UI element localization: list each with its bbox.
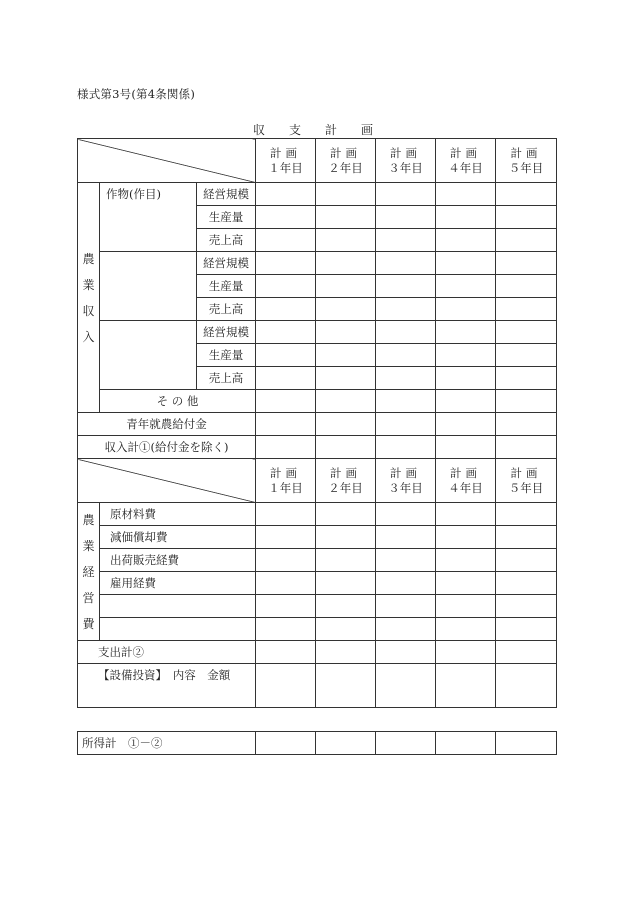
production-label: 生産量: [197, 206, 256, 229]
sales-label: 売上高: [197, 367, 256, 390]
year-header-2: 計画 ２年目: [316, 139, 376, 183]
value-cell[interactable]: [496, 229, 557, 252]
value-cell[interactable]: [256, 321, 316, 344]
form-number: 様式第3号(第4条関係): [77, 87, 196, 101]
value-cell[interactable]: [436, 298, 496, 321]
value-cell[interactable]: [376, 595, 436, 618]
value-cell[interactable]: [256, 344, 316, 367]
value-cell[interactable]: [316, 526, 376, 549]
value-cell[interactable]: [436, 436, 496, 459]
value-cell[interactable]: [316, 298, 376, 321]
value-cell[interactable]: [316, 367, 376, 390]
value-cell[interactable]: [376, 503, 436, 526]
value-cell[interactable]: [496, 664, 557, 708]
value-cell[interactable]: [496, 549, 557, 572]
value-cell[interactable]: [496, 321, 557, 344]
title-char: 計: [324, 123, 337, 137]
value-cell[interactable]: [316, 183, 376, 206]
value-cell[interactable]: [316, 595, 376, 618]
value-cell[interactable]: [436, 641, 496, 664]
production-label: 生産量: [197, 344, 256, 367]
subsidy-label: 青年就農給付金: [78, 413, 256, 436]
value-cell[interactable]: [316, 436, 376, 459]
value-cell[interactable]: [436, 549, 496, 572]
value-cell[interactable]: [256, 526, 316, 549]
production-label: 生産量: [197, 275, 256, 298]
employment-label: 雇用経費: [100, 572, 256, 595]
value-cell[interactable]: [496, 618, 557, 641]
value-cell[interactable]: [256, 572, 316, 595]
value-cell[interactable]: [436, 572, 496, 595]
value-cell[interactable]: [256, 298, 316, 321]
net-income-label: 所得計 ①－②: [78, 732, 256, 755]
value-cell[interactable]: [376, 390, 436, 413]
value-cell[interactable]: [496, 641, 557, 664]
value-cell[interactable]: [316, 229, 376, 252]
shipping-sales-label: 出荷販売経費: [100, 549, 256, 572]
value-cell[interactable]: [376, 344, 436, 367]
value-cell[interactable]: [256, 206, 316, 229]
document-title: [253, 121, 373, 138]
value-cell[interactable]: [316, 503, 376, 526]
value-cell[interactable]: [376, 321, 436, 344]
value-cell[interactable]: [256, 595, 316, 618]
year-header-1: 計画 １年目: [256, 139, 316, 183]
value-cell[interactable]: [436, 503, 496, 526]
value-cell[interactable]: [316, 572, 376, 595]
title-char: 収: [253, 123, 266, 137]
equipment-investment-label: 【設備投資】 内容 金額: [78, 664, 256, 708]
value-cell[interactable]: [256, 229, 316, 252]
value-cell[interactable]: [496, 413, 557, 436]
value-cell[interactable]: [256, 367, 316, 390]
depreciation-label: 減価償却費: [100, 526, 256, 549]
value-cell[interactable]: [256, 732, 316, 755]
blank-expense-label[interactable]: [100, 618, 256, 641]
value-cell[interactable]: [376, 732, 436, 755]
blank-expense-label[interactable]: [100, 595, 256, 618]
crop-label: 作物(作目): [100, 183, 197, 252]
value-cell[interactable]: [436, 413, 496, 436]
value-cell[interactable]: [496, 367, 557, 390]
value-cell[interactable]: [436, 618, 496, 641]
value-cell[interactable]: [436, 390, 496, 413]
value-cell[interactable]: [376, 526, 436, 549]
value-cell[interactable]: [436, 229, 496, 252]
value-cell[interactable]: [256, 664, 316, 708]
value-cell[interactable]: [376, 183, 436, 206]
farm-income-category: 農 業 収 入: [78, 183, 100, 413]
value-cell[interactable]: [316, 275, 376, 298]
value-cell[interactable]: [436, 344, 496, 367]
value-cell[interactable]: [316, 413, 376, 436]
value-cell[interactable]: [496, 732, 557, 755]
value-cell[interactable]: [376, 618, 436, 641]
value-cell[interactable]: [256, 641, 316, 664]
value-cell[interactable]: [436, 183, 496, 206]
value-cell[interactable]: [496, 526, 557, 549]
value-cell[interactable]: [436, 664, 496, 708]
value-cell[interactable]: [376, 275, 436, 298]
value-cell[interactable]: [256, 183, 316, 206]
value-cell[interactable]: [436, 206, 496, 229]
title-char: 支: [288, 123, 301, 137]
value-cell[interactable]: [316, 206, 376, 229]
year-header-4: 計画 ４年目: [436, 139, 496, 183]
year-header-5: 計画 ５年目: [496, 139, 557, 183]
value-cell[interactable]: [376, 206, 436, 229]
income-total-label: 収入計①(給付金を除く): [78, 436, 256, 459]
value-cell[interactable]: [496, 275, 557, 298]
raw-materials-label: 原材料費: [100, 503, 256, 526]
sales-label: 売上高: [197, 229, 256, 252]
value-cell[interactable]: [256, 436, 316, 459]
crop-name-cell[interactable]: [100, 252, 197, 321]
value-cell[interactable]: [436, 526, 496, 549]
value-cell[interactable]: [256, 275, 316, 298]
value-cell[interactable]: [376, 252, 436, 275]
value-cell[interactable]: [496, 595, 557, 618]
title-char: 画: [360, 123, 373, 137]
value-cell[interactable]: [256, 252, 316, 275]
scale-label: 経営規模: [197, 321, 256, 344]
value-cell[interactable]: [436, 252, 496, 275]
value-cell[interactable]: [496, 390, 557, 413]
value-cell[interactable]: [376, 641, 436, 664]
year-header-1: 計画 １年目: [256, 459, 316, 503]
value-cell[interactable]: [496, 183, 557, 206]
value-cell[interactable]: [436, 275, 496, 298]
farm-expenses-category: 農 業 経 営 費: [78, 503, 100, 641]
value-cell[interactable]: [496, 436, 557, 459]
value-cell[interactable]: [316, 618, 376, 641]
value-cell[interactable]: [316, 732, 376, 755]
value-cell[interactable]: [376, 549, 436, 572]
year-header-3: 計画 ３年目: [376, 459, 436, 503]
scale-label: 経営規模: [197, 252, 256, 275]
value-cell[interactable]: [256, 549, 316, 572]
value-cell[interactable]: [376, 436, 436, 459]
income-expense-plan-table: [77, 138, 557, 708]
value-cell[interactable]: [496, 252, 557, 275]
year-header-4: 計画 ４年目: [436, 459, 496, 503]
scale-label: 経営規模: [197, 183, 256, 206]
value-cell[interactable]: [376, 664, 436, 708]
value-cell[interactable]: [256, 618, 316, 641]
value-cell[interactable]: [316, 344, 376, 367]
header-diagonal-cell: [78, 459, 256, 503]
value-cell[interactable]: [376, 413, 436, 436]
value-cell[interactable]: [436, 367, 496, 390]
net-income-table: [77, 731, 557, 755]
value-cell[interactable]: [376, 298, 436, 321]
value-cell[interactable]: [436, 321, 496, 344]
value-cell[interactable]: [436, 732, 496, 755]
value-cell[interactable]: [316, 321, 376, 344]
value-cell[interactable]: [496, 298, 557, 321]
value-cell[interactable]: [316, 549, 376, 572]
header-diagonal-cell: [78, 139, 256, 183]
crop-name-cell[interactable]: [100, 321, 197, 390]
year-header-3: 計画 ３年目: [376, 139, 436, 183]
value-cell[interactable]: [496, 206, 557, 229]
year-header-2: 計画 ２年目: [316, 459, 376, 503]
value-cell[interactable]: [496, 572, 557, 595]
value-cell[interactable]: [316, 252, 376, 275]
sales-label: 売上高: [197, 298, 256, 321]
value-cell[interactable]: [256, 390, 316, 413]
other-income-label: そ の 他: [100, 390, 256, 413]
expense-total-label: 支出計②: [78, 641, 256, 664]
value-cell[interactable]: [316, 390, 376, 413]
value-cell[interactable]: [436, 595, 496, 618]
value-cell[interactable]: [316, 641, 376, 664]
value-cell[interactable]: [376, 367, 436, 390]
value-cell[interactable]: [496, 503, 557, 526]
year-header-5: 計画 ５年目: [496, 459, 557, 503]
value-cell[interactable]: [376, 572, 436, 595]
value-cell[interactable]: [316, 664, 376, 708]
value-cell[interactable]: [376, 229, 436, 252]
value-cell[interactable]: [256, 413, 316, 436]
value-cell[interactable]: [256, 503, 316, 526]
value-cell[interactable]: [496, 344, 557, 367]
